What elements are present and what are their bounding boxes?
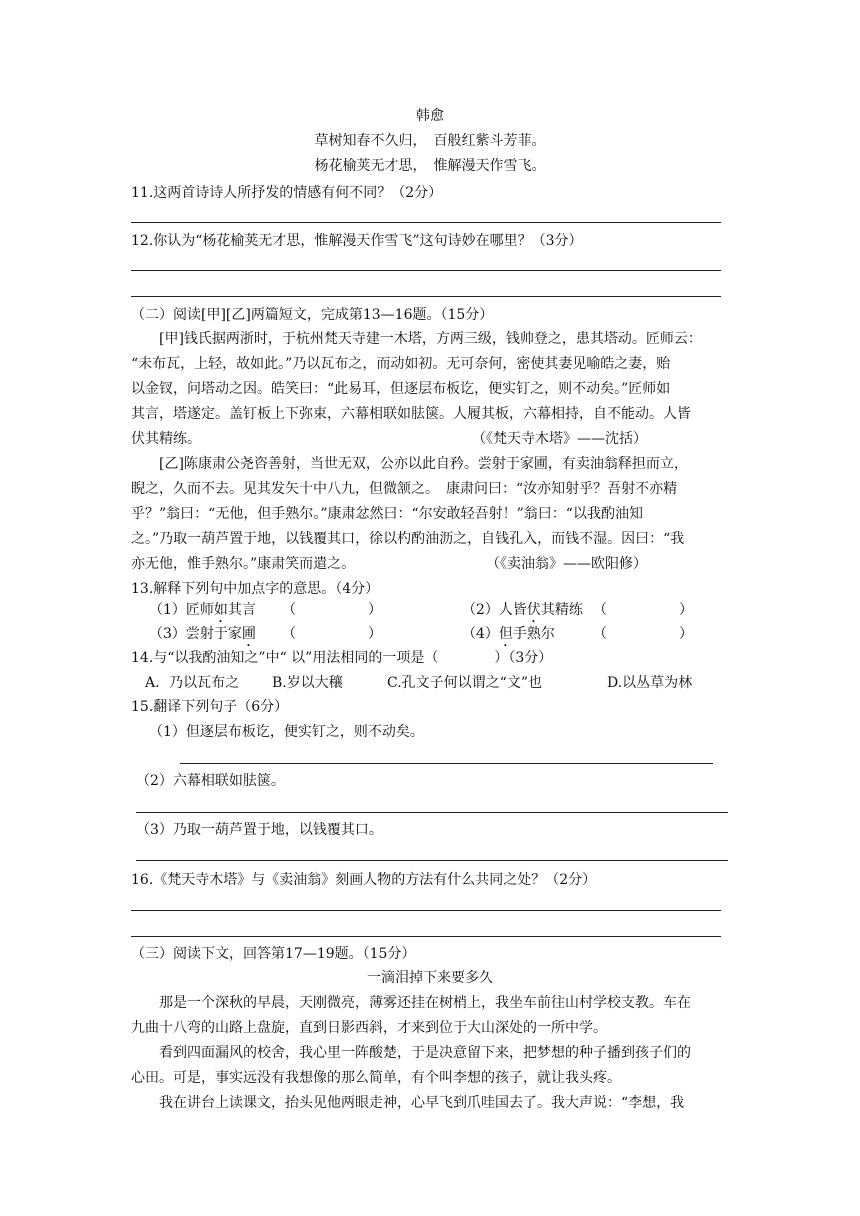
- answer-line-q11[interactable]: [131, 222, 721, 223]
- q15-sentence-2: （2）六幕相联如胠箧。: [136, 773, 285, 789]
- passage-jia-line-3: 以金钗，问塔动之因。皓笑曰：“此易耳，但逐层布板讫，便实钉之，则不动矣。”匠师如: [131, 381, 671, 397]
- answer-line-q16-2[interactable]: [131, 936, 721, 937]
- q13-blank-1[interactable]: （ ）: [282, 602, 382, 618]
- question-13: 13.解释下列句中加点字的意思。（4分）: [131, 581, 380, 597]
- poem-author: 韩愈: [416, 108, 444, 124]
- section-3-heading: （三）阅读下文，回答第17—19题。（15分）: [131, 946, 416, 962]
- q13-blank-3[interactable]: （ ）: [282, 626, 382, 642]
- q13-item-4: （4）但手熟尔: [462, 626, 555, 642]
- answer-line-q15-3[interactable]: [136, 860, 728, 861]
- answer-line-q12-2[interactable]: [131, 296, 721, 297]
- question-16: 16.《梵天寺木塔》与《卖油翁》刻画人物的方法有什么共同之处？（2分）: [131, 872, 597, 888]
- passage-yi-line-2: 睨之，久而不去。见其发矢十中八九，但微颔之。 康肃问曰：“汝亦知射乎？吾射不亦精: [131, 481, 678, 497]
- answer-line-q15-2[interactable]: [136, 812, 728, 813]
- question-12: 12.你认为“杨花榆荚无才思，惟解漫天作雪飞”这句诗妙在哪里？（3分）: [131, 233, 583, 249]
- passage-jia-line-4: 其言，塔遂定。盖钉板上下弥束，六幕相联如胠箧。人履其板，六幕相持，自不能动。人皆: [131, 406, 691, 422]
- question-15: 15.翻译下列句子（6分）: [131, 699, 289, 715]
- q15-sentence-1: （1）但逐层布板讫，便实钉之，则不动矣。: [149, 724, 424, 740]
- answer-line-q12-1[interactable]: [131, 270, 721, 271]
- passage-yi-source: （《卖油翁》——欧阳修）: [486, 556, 647, 572]
- q14-option-b[interactable]: B.岁以大穰: [272, 675, 343, 691]
- q14-option-a[interactable]: A．乃以瓦布之: [145, 675, 240, 691]
- passage-jia-source: （《梵天寺木塔》——沈括）: [472, 431, 647, 447]
- q13-item-1: （1）匠师如其言: [149, 602, 256, 618]
- q14-option-d[interactable]: D.以丛草为林: [607, 675, 693, 691]
- passage-yi-line-5: 亦无他，惟手熟尔。”康肃笑而遣之。: [131, 556, 356, 572]
- article-p3-line-1: 我在讲台上读课文，抬头见他两眼走神，心早飞到爪哇国去了。我大声说：“李想，我: [159, 1095, 685, 1111]
- section-2-heading: （二）阅读[甲][乙]两篇短文，完成第13—16题。（15分）: [131, 307, 494, 323]
- q13-item-2: （2）人皆伏其精练: [462, 602, 583, 618]
- q13-blank-4[interactable]: （ ）: [593, 626, 693, 642]
- article-title: 一滴泪掉下来要多久: [367, 970, 493, 986]
- article-p2-line-1: 看到四面漏风的校舍，我心里一阵酸楚，于是决意留下来，把梦想的种子播到孩子们的: [159, 1045, 691, 1061]
- question-11: 11.这两首诗诗人所抒发的情感有何不同？（2分）: [131, 185, 443, 201]
- article-p1-line-2: 九曲十八弯的山路上盘旋，直到日影西斜，才来到位于大山深处的一所中学。: [131, 1020, 607, 1036]
- passage-jia-line-5: 伏其精练。: [131, 431, 201, 447]
- q13-item-3: （3）尝射于家圃: [149, 626, 256, 642]
- poem-line-1: 草树知春不久归， 百般红紫斗芳菲。: [314, 133, 546, 149]
- passage-yi-line-3: 乎？”翁曰：“无他，但手熟尔。”康肃忿然曰：“尔安敢轻吾射！”翁曰：“以我酌油知: [131, 506, 643, 522]
- article-p2-line-2: 心田。可是，事实远没有我想像的那么简单，有个叫李想的孩子，就让我头疼。: [131, 1070, 621, 1086]
- answer-line-q15-1[interactable]: [180, 763, 713, 764]
- passage-jia-line-2: “未布瓦，上轻，故如此。”乃以瓦布之，而动如初。无可奈何，密使其妻见喻皓之妻，贻: [131, 356, 671, 372]
- passage-yi-line-4: 之。”乃取一葫芦置于地，以钱覆其口，徐以杓酌油沥之，自钱孔入，而钱不湿。因曰：“我: [131, 531, 685, 547]
- passage-yi-line-1: [乙]陈康肃公尧咨善射，当世无双，公亦以此自矜。尝射于家圃，有卖油翁释担而立，: [159, 456, 688, 472]
- article-p1-line-1: 那是一个深秋的早晨，天刚微亮，薄雾还挂在树梢上，我坐车前往山村学校支教。车在: [159, 995, 691, 1011]
- poem-line-2: 杨花榆荚无才思， 惟解漫天作雪飞。: [314, 158, 546, 174]
- q14-option-c[interactable]: C.孔文子何以谓之“文”也: [387, 675, 542, 691]
- q15-sentence-3: （3）乃取一葫芦置于地，以钱覆其口。: [136, 822, 383, 838]
- q13-blank-2[interactable]: （ ）: [593, 602, 693, 618]
- answer-line-q16-1[interactable]: [131, 910, 721, 911]
- question-14: 14.与“以我酌油知之”中“ 以”用法相同的一项是（ ）（3分）: [131, 650, 553, 666]
- passage-jia-line-1: [甲]钱氏据两浙时，于杭州梵天寺建一木塔，方两三级，钱帅登之，患其塔动。匠师云：: [159, 331, 702, 347]
